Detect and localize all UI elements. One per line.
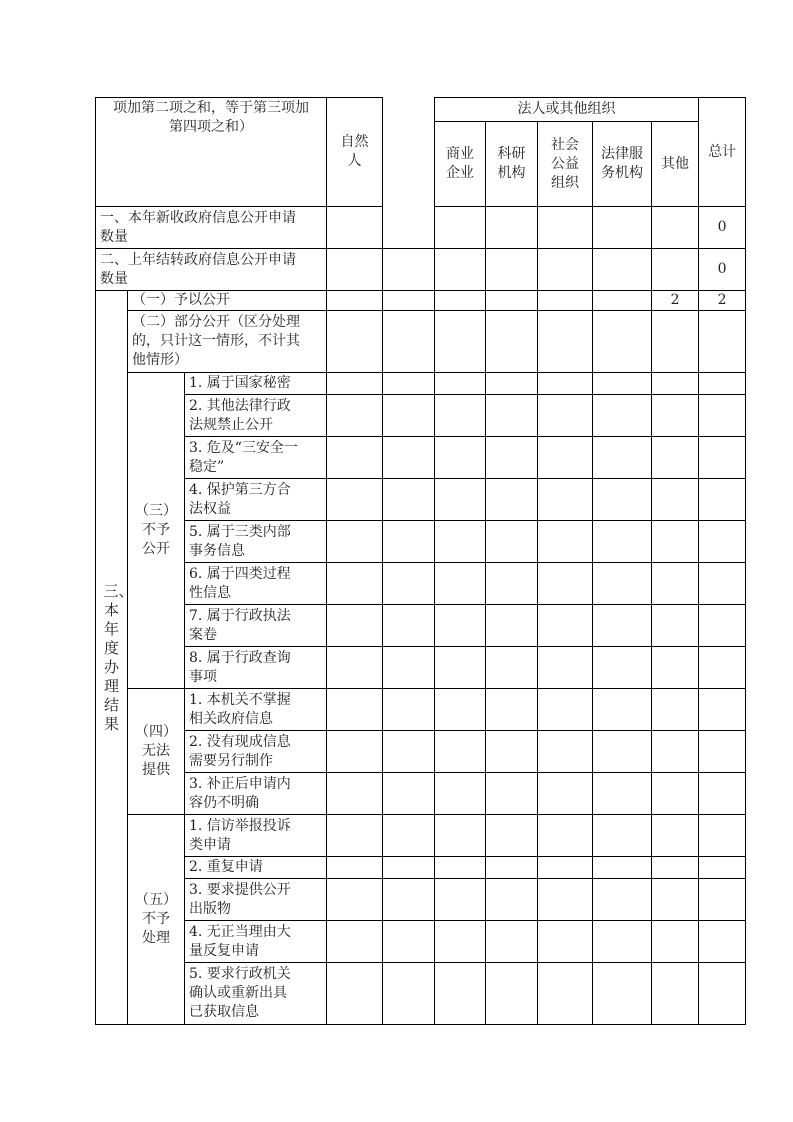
table-row <box>96 395 746 437</box>
table-row <box>96 921 746 963</box>
not-open-item: 5. 属于三类内部 事务信息 <box>185 521 327 563</box>
not-processed-label: （五） 不予 处理 <box>128 815 185 1025</box>
not-open-item: 3. 危及“三安全一 稳定” <box>185 437 327 479</box>
row-open-other: 2 <box>652 291 699 311</box>
not-open-item: 6. 属于四类过程 性信息 <box>185 563 327 605</box>
table-row <box>96 563 746 605</box>
header-legal-group: 法人或其他组织 <box>435 98 699 122</box>
row-carried-over-total: 0 <box>699 249 746 291</box>
row-open-label: （一）予以公开 <box>128 291 327 311</box>
table-row <box>96 521 746 563</box>
table-row <box>96 857 746 879</box>
header-first-line1: 项加第二项之和，等于第三项加 <box>113 100 309 116</box>
header-research: 科研 机构 <box>486 122 538 207</box>
table-row <box>96 773 746 815</box>
unable-item: 1. 本机关不掌握 相关政府信息 <box>185 689 327 731</box>
table-row <box>96 207 746 249</box>
not-open-item: 7. 属于行政执法 案卷 <box>185 605 327 647</box>
header-legal-service: 法律服 务机构 <box>593 122 652 207</box>
header-spacer <box>383 98 435 122</box>
header-business: 商业 企业 <box>435 122 486 207</box>
table-row <box>96 879 746 921</box>
header-other: 其他 <box>652 122 699 207</box>
table-row <box>96 373 746 395</box>
unable-item: 3. 补正后申请内 容仍不明确 <box>185 773 327 815</box>
header-spacer-2 <box>383 122 435 207</box>
header-first-line2: 第四项之和） <box>169 119 253 135</box>
not-open-item: 1. 属于国家秘密 <box>185 373 327 395</box>
table-row <box>96 437 746 479</box>
row-carried-over-label: 二、上年结转政府信息公开申请 数量 <box>96 249 327 291</box>
not-processed-item: 3. 要求提供公开 出版物 <box>185 879 327 921</box>
row-open-total: 2 <box>699 291 746 311</box>
table-row <box>96 291 746 311</box>
unable-item: 2. 没有现成信息 需要另行制作 <box>185 731 327 773</box>
table-row <box>96 311 746 373</box>
header-first-cell <box>96 98 327 207</box>
table-row <box>96 647 746 689</box>
info-disclosure-table <box>95 97 746 1025</box>
not-open-item: 8. 属于行政查询 事项 <box>185 647 327 689</box>
table-row <box>96 963 746 1025</box>
table-row <box>96 689 746 731</box>
unable-label: （四） 无法 提供 <box>128 689 185 815</box>
table-row <box>96 731 746 773</box>
row-partial-label: （二）部分公开（区分处理 的，只计这一情形，不计其 他情形） <box>128 311 327 373</box>
table-row <box>96 815 746 857</box>
not-open-item: 2. 其他法律行政 法规禁止公开 <box>185 395 327 437</box>
header-natural-person: 自然 人 <box>327 98 383 207</box>
table-row <box>96 479 746 521</box>
not-processed-item: 5. 要求行政机关 确认或重新出具 已获取信息 <box>185 963 327 1025</box>
row-new-requests-label: 一、本年新收政府信息公开申请 数量 <box>96 207 327 249</box>
row-new-requests-total: 0 <box>699 207 746 249</box>
not-processed-item: 2. 重复申请 <box>185 857 327 879</box>
not-open-item: 4. 保护第三方合 法权益 <box>185 479 327 521</box>
header-total: 总计 <box>699 98 746 207</box>
not-processed-item: 4. 无正当理由大 量反复申请 <box>185 921 327 963</box>
not-open-label: （三） 不予 公开 <box>128 373 185 689</box>
table-row <box>96 605 746 647</box>
results-label: 三、本年度办理结果 <box>96 291 128 1025</box>
not-processed-item: 1. 信访举报投诉 类申请 <box>185 815 327 857</box>
header-public-welfare: 社会 公益 组织 <box>538 122 593 207</box>
table-row <box>96 249 746 291</box>
